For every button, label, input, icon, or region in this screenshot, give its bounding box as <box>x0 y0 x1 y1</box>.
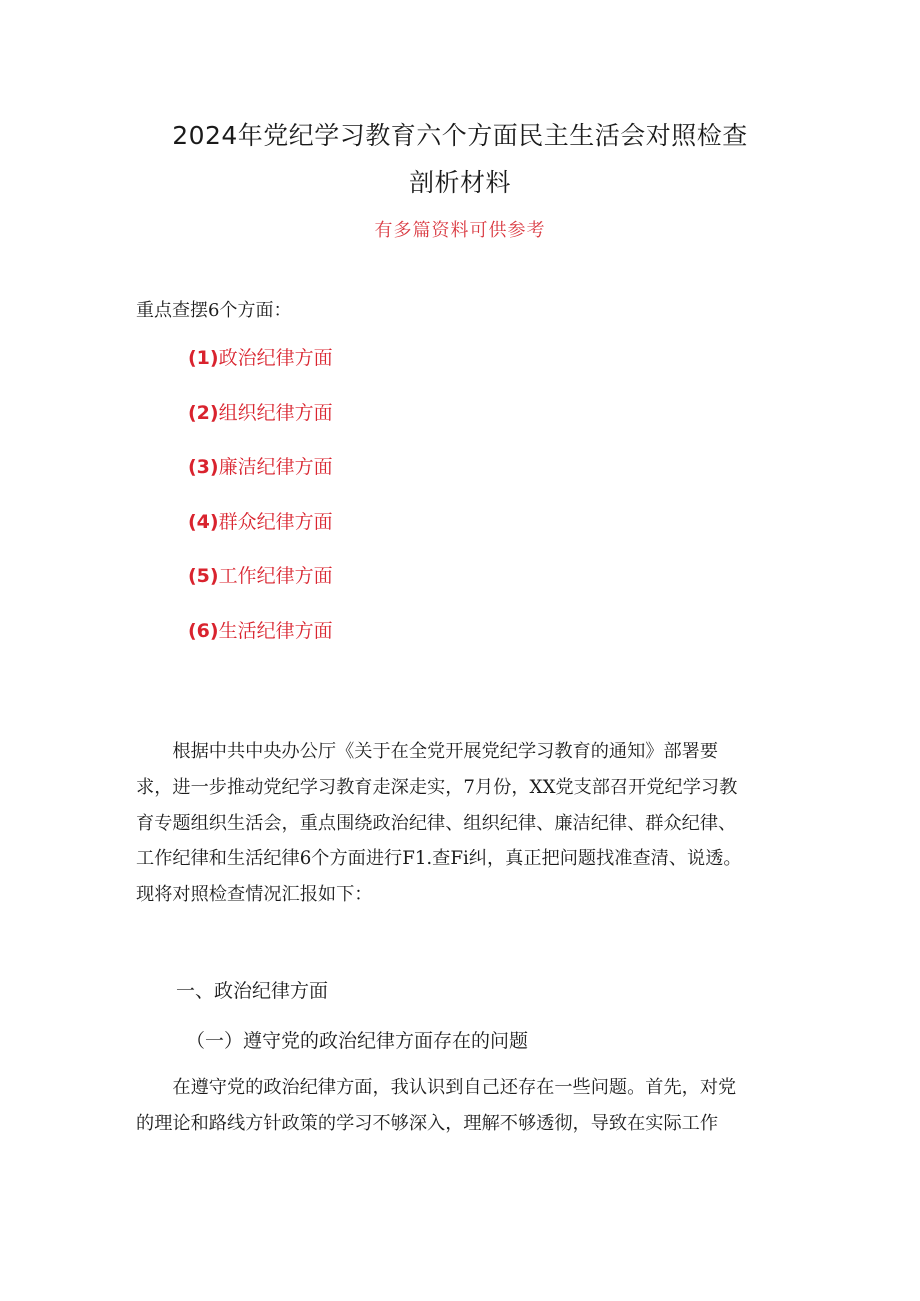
paragraph-line: 现将对照检查情况汇报如下： <box>136 884 373 906</box>
aspect-number: (2) <box>188 401 219 424</box>
paragraph-line: 求，进一步推动党纪学习教育走深走实，7月份，XX党支部召开党纪学习教 <box>136 776 738 798</box>
aspect-label: 组织纪律方面 <box>218 401 333 424</box>
document-subtitle: 有多篇资料可供参考 <box>374 220 546 241</box>
section-heading-political: 一、政治纪律方面 <box>176 980 329 1002</box>
aspect-label: 廉洁纪律方面 <box>218 456 333 479</box>
aspects-list <box>188 346 333 674</box>
document-title-line-2: 剖析材料 <box>408 168 511 197</box>
aspect-number: (5) <box>188 565 219 588</box>
aspects-intro: 重点查摆6个方面： <box>136 300 292 321</box>
paragraph-line: 根据中共中央办公厅《关于在全党开展党纪学习教育的通知》部署要 <box>172 741 719 762</box>
aspect-item-work <box>188 564 333 619</box>
aspect-number: (1) <box>188 347 219 369</box>
paragraph-background <box>136 734 790 913</box>
aspect-number: (6) <box>188 619 219 642</box>
aspect-number: (3) <box>188 456 219 479</box>
aspect-number: (4) <box>188 510 219 533</box>
aspect-item-political <box>188 346 333 401</box>
paragraph-line: 工作纪律和生活纪律6个方面进行F1.查Fi纠，真正把问题找准查清、说透。 <box>136 848 742 870</box>
aspect-item-life <box>188 619 333 674</box>
aspect-label: 生活纪律方面 <box>218 619 333 642</box>
paragraph-line: 育专题组织生活会，重点围绕政治纪律、组织纪律、廉洁纪律、群众纪律、 <box>136 812 737 834</box>
paragraph-political-problems <box>136 1070 790 1142</box>
aspect-item-mass <box>188 510 333 565</box>
paragraph-line: 的理论和路线方针政策的学习不够深入，理解不够透彻，导致在实际工作 <box>136 1112 719 1134</box>
paragraph-line: 在遵守党的政治纪律方面，我认识到自己还存在一些问题。首先，对党 <box>172 1077 737 1098</box>
document-title-line-1: 2024年党纪学习教育六个方面民主生活会对照检查 <box>172 121 748 150</box>
aspect-label: 工作纪律方面 <box>218 565 333 588</box>
aspect-label: 群众纪律方面 <box>218 510 333 533</box>
aspect-label: 政治纪律方面 <box>218 347 333 369</box>
aspect-item-integrity <box>188 455 333 510</box>
subsection-heading-problems: （一）遵守党的政治纪律方面存在的问题 <box>186 1030 529 1052</box>
aspect-item-organizational <box>188 401 333 456</box>
